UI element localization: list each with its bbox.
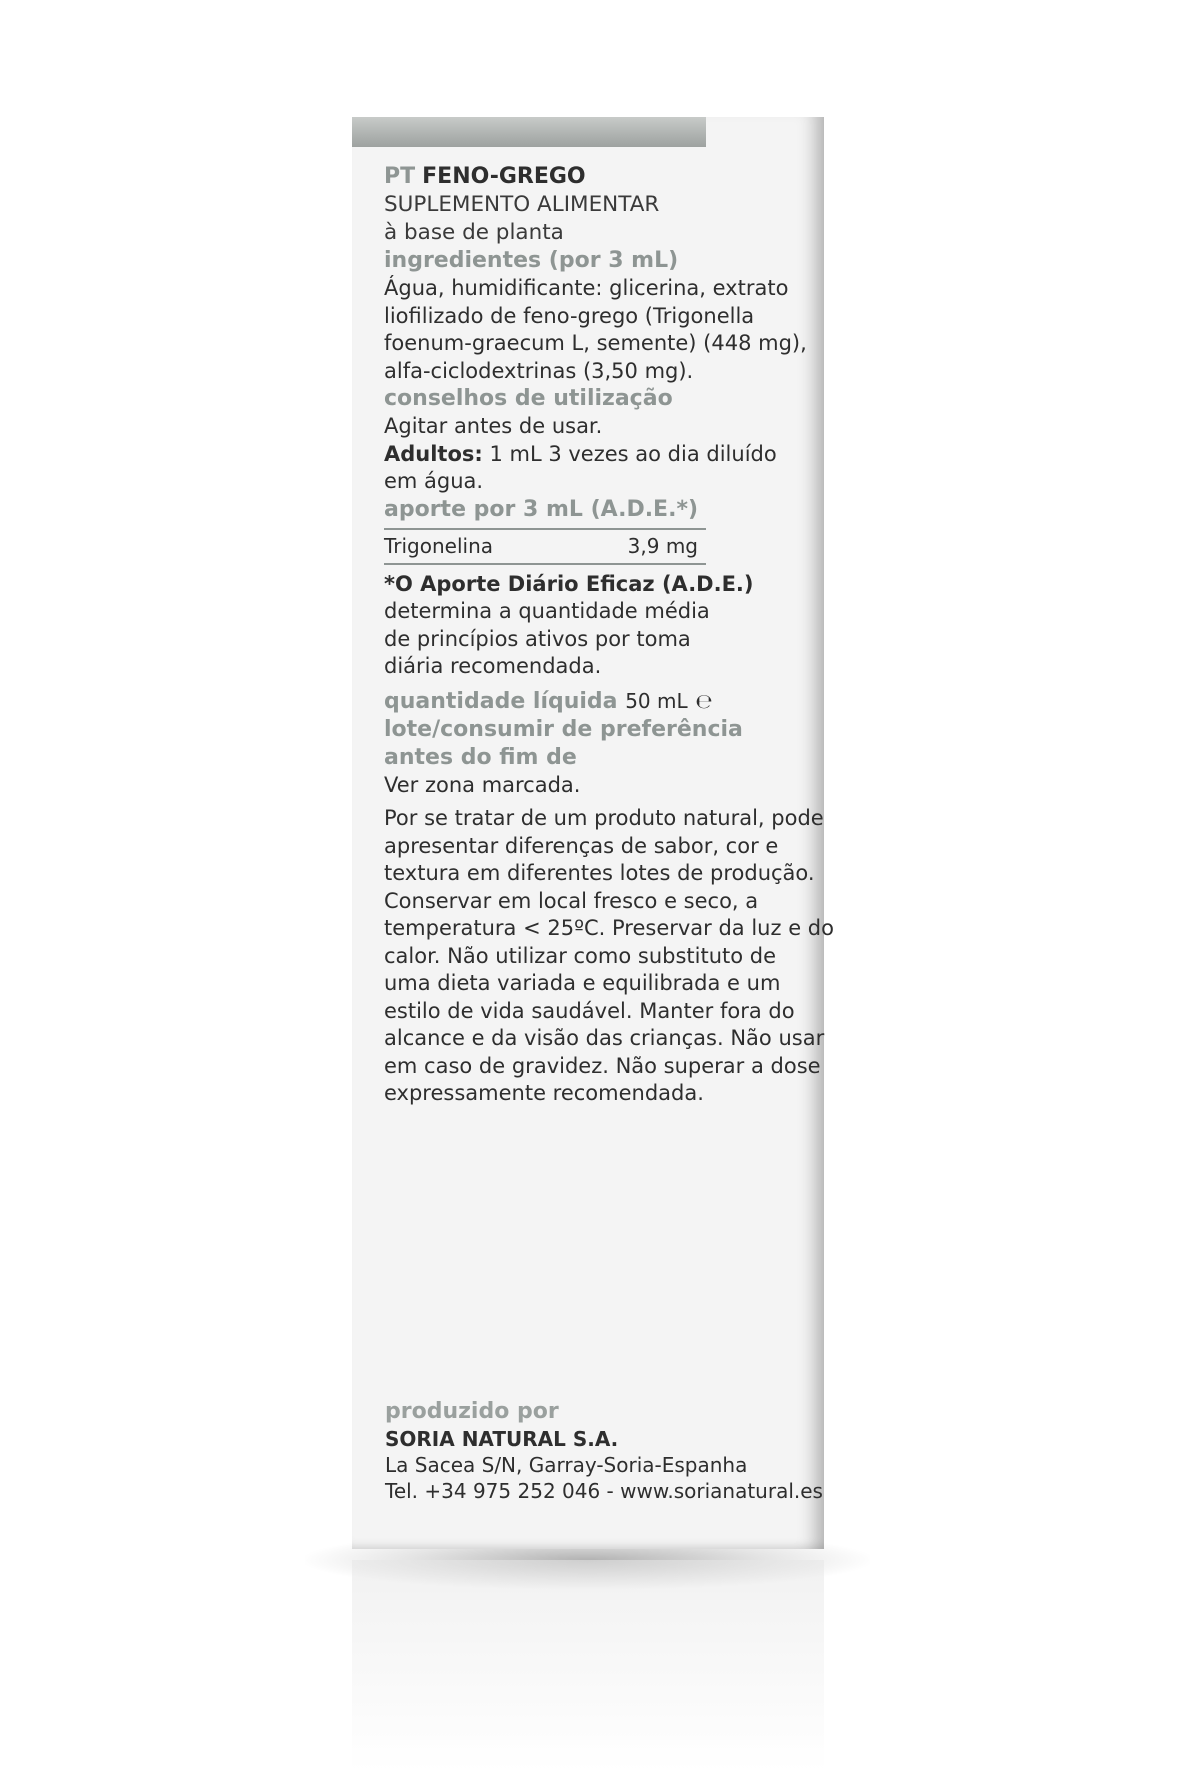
lot-heading-line-1: lote/consumir de preferência <box>384 716 743 742</box>
top-gray-band <box>352 117 706 147</box>
adults-dose: 1 mL 3 vezes ao dia diluído <box>482 441 777 466</box>
quantity-line <box>384 687 794 716</box>
usage-line: em água. <box>384 469 484 493</box>
producer-address: La Sacea S/N, Garray-Soria-Espanha <box>385 1453 748 1477</box>
product-title <box>384 163 794 191</box>
quantity-value: 50 mL <box>625 688 688 713</box>
lot-text: Ver zona marcada. <box>384 772 581 797</box>
producer-name: SORIA NATURAL S.A. <box>385 1427 619 1451</box>
producer-contact: Tel. +34 975 252 046 - www.sorianatural.es <box>385 1479 823 1503</box>
producer-block <box>385 1398 823 1504</box>
subtitle-line-2: à base de planta <box>384 220 564 245</box>
usage-heading: conselhos de utilização <box>384 386 673 411</box>
ingredients-line: foenum-graecum L, semente) (448 mg), <box>384 331 807 355</box>
warning-line: textura em diferentes lotes de produção. <box>384 861 815 885</box>
warning-line: em caso de gravidez. Não superar a dose <box>384 1053 821 1078</box>
label-content <box>384 163 834 1108</box>
warning-line: alcance e da visão das crianças. Não usar <box>384 1026 825 1050</box>
nutrient-name: Trigonelina <box>384 533 494 558</box>
warning-line: expressamente recomendada. <box>384 1081 704 1105</box>
table-row <box>384 530 706 563</box>
usage-line: Agitar antes de usar. <box>384 414 603 438</box>
warning-line: uma dieta variada e equilibrada e um <box>384 971 781 995</box>
ingredients-line: alfa-ciclodextrinas (3,50 mg). <box>384 358 694 383</box>
ingredients-line: Água, humidificante: glicerina, extrato <box>384 276 789 300</box>
warnings-block <box>384 805 834 1108</box>
ade-note-line: de princípios ativos por toma <box>384 626 691 651</box>
warning-line: Por se tratar de um produto natural, pode <box>384 806 824 830</box>
ade-note-title: *O Aporte Diário Eficaz (A.D.E.) <box>384 571 754 596</box>
warning-line: temperatura < 25ºC. Preservar da luz e do <box>384 916 834 940</box>
usage-adults-line <box>384 441 794 469</box>
lot-heading-line-2: antes do fim de <box>384 744 577 770</box>
supply-heading: aporte por 3 mL (A.D.E.*) <box>384 496 699 522</box>
subtitle-line-1: SUPLEMENTO ALIMENTAR <box>384 192 660 217</box>
producer-heading: produzido por <box>385 1399 559 1424</box>
box-reflection <box>352 1560 824 1772</box>
adults-label: Adultos: <box>384 441 483 466</box>
nutrient-value: 3,9 mg <box>627 533 698 558</box>
language-code: PT <box>384 164 416 189</box>
warning-line: estilo de vida saudável. Manter fora do <box>384 998 795 1023</box>
ade-note-line: determina a quantidade média <box>384 599 710 623</box>
product-name: FENO-GREGO <box>422 164 586 189</box>
ingredients-heading: ingredientes (por 3 mL) <box>384 248 679 273</box>
ingredients-line: liofilizado de feno-grego (Trigonella <box>384 303 755 328</box>
supply-table <box>384 528 706 565</box>
quantity-label: quantidade líquida <box>384 688 618 714</box>
warning-line: Conservar em local fresco e seco, a <box>384 888 759 913</box>
warning-line: apresentar diferenças de sabor, cor e <box>384 833 779 858</box>
warning-line: calor. Não utilizar como substituto de <box>384 943 777 968</box>
estimated-sign-icon: ℮ <box>695 688 713 713</box>
ade-note-line: diária recomendada. <box>384 654 602 678</box>
